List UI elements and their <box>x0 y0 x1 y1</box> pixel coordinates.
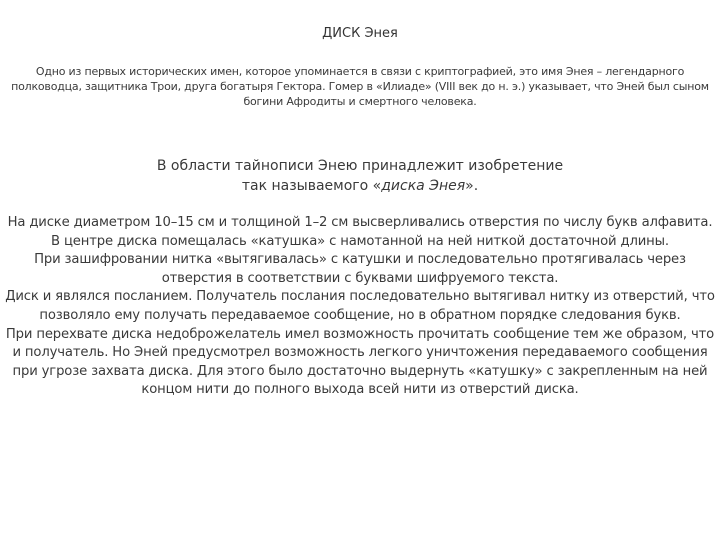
lead-line-2-suffix: ». <box>465 178 479 194</box>
lead-line-1: В области тайнописи Энею принадлежит изобретение <box>156 158 564 174</box>
body-paragraph-decryption: Диск и являлся посланием. Получатель послания последовательно вытягивал нитку из отверстий, что позволяло ему получать передаваемое сообщение, но в обратном порядке следования букв. <box>5 289 715 323</box>
intro-paragraph: Одно из первых исторических имен, которое упоминается в связи с криптографией, это имя Энея – легендарного полководца, защитника Трои, друга богатыря Гектора. Гомер в «Илиаде» (VIII век до н. э.) указывает, что Эней был сыном богини Афродиты и смертного человека. <box>11 65 709 108</box>
body-paragraph-disk-description: На диске диаметром 10–15 см и толщиной 1–2 см высверливались отверстия по числу букв алфавита. В центре диска помещалась «катушка» с намотанной на ней ниткой достаточной длины. <box>7 215 713 249</box>
body-text <box>2 214 718 400</box>
lead-line-2-prefix: так называемого « <box>241 178 382 194</box>
lead-statement <box>110 156 610 196</box>
lead-term-emphasis: диска Энея <box>381 178 466 194</box>
slide-title: ДИСК Энея <box>322 26 398 41</box>
body-paragraph-interception: При перехвате диска недоброжелатель имел возможность прочитать сообщение тем же образом, что и получатель. Но Эней предусмотрел возможность легкого уничтожения передаваемого сообщения при угрозе захвата диска. Для этого было достаточно выдернуть «катушку» с закрепленным на ней концом нити до полного выхода всей нити из отверстий диска. <box>5 326 715 398</box>
body-paragraph-encryption: При зашифровании нитка «вытягивалась» с катушки и последовательно протягивалась через отверстия в соответствии с буквами шифруемого текста. <box>34 252 686 286</box>
